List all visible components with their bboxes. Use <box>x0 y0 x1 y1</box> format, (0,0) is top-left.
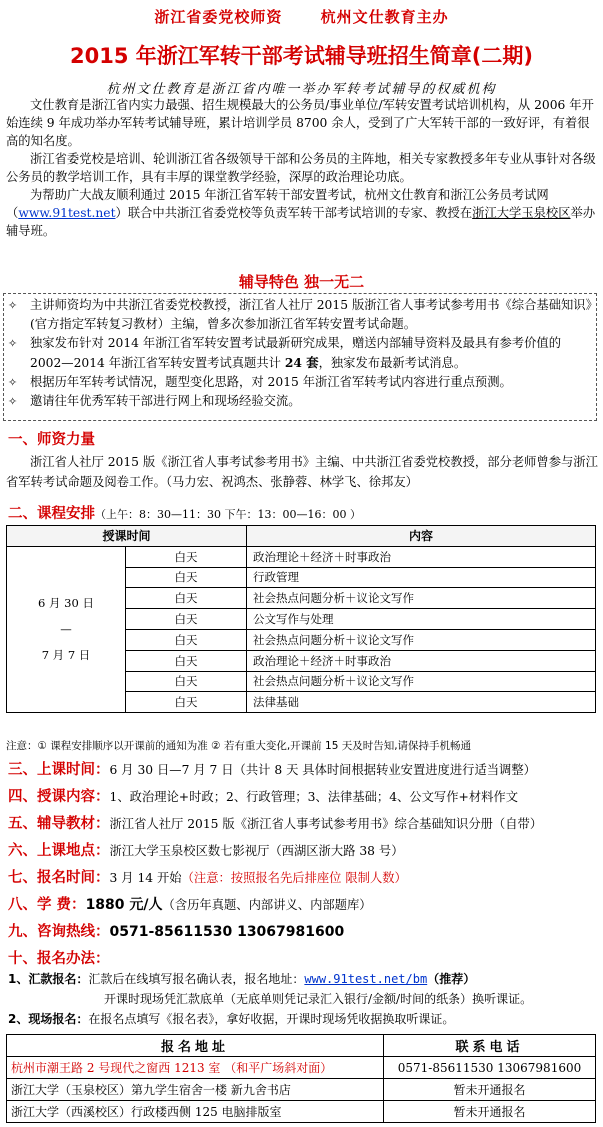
table-row <box>7 546 596 567</box>
diamond-bullet-icon: ✧ <box>8 376 18 389</box>
address-cell: 浙江大学（玉泉校区）第九学生宿舍一楼 新九舍书店 <box>7 1079 384 1101</box>
phone-cell: 暂未开通报名 <box>384 1101 596 1123</box>
feature-text-post: ，独家发布最新考试消息。 <box>318 356 467 370</box>
day-cell: 白天 <box>126 692 247 713</box>
section-8-heading: 八、学 费： <box>8 897 86 913</box>
register-link[interactable]: www.91test.net/bm <box>304 972 428 986</box>
registration-methods <box>8 969 598 1029</box>
table-row <box>7 1079 596 1101</box>
remit-text: 汇款后在线填写报名确认表，报名地址： <box>88 972 305 986</box>
phone-cell: 暂未开通报名 <box>384 1079 596 1101</box>
content-cell: 社会热点问题分析＋议论文写作 <box>247 629 596 650</box>
address-cell: 杭州市潮王路 2 号现代之窗西 1213 室 （和平广场斜对面） <box>7 1057 384 1079</box>
diamond-bullet-icon: ✧ <box>8 395 18 408</box>
section-8 <box>8 893 372 914</box>
intro-p3-text-a: 为帮助广大战友顺利通过 2015 年浙江省军转干部安置考试，杭州文仕教育和浙江公务员考试网（ <box>6 188 549 220</box>
tuition-price: 1880 元/人 <box>85 897 163 913</box>
date-to: 7 月 7 日 <box>41 648 91 663</box>
venue-underlined: 浙江大学玉泉校区 <box>472 206 571 220</box>
remit-registration <box>8 969 598 989</box>
intro-paragraph-1: 文仕教育是浙江省内实力最强、招生规模最大的公务员/事业单位/军转安置考试培训机构，从 2006 年开始连续 9 年成功举办军转考试辅导班，累计培训学员 8700 余人，受到了广大军转干部的一致好评，有着很高的知名度。 <box>6 98 594 148</box>
section-4-text: 1、政治理论+时政；2、行政管理；3、法律基础；4、公文写作+材料作文 <box>109 790 519 804</box>
col-phone-header: 联系电话 <box>384 1035 596 1057</box>
teachers-heading: 一、师资力量 <box>8 432 95 448</box>
phone-cell: 0571-85611530 13067981600 <box>384 1057 596 1079</box>
remit-heading: 1、汇款报名： <box>8 972 89 986</box>
schedule-heading <box>8 502 361 523</box>
day-cell: 白天 <box>126 567 247 588</box>
intro-p3-text-b: ）联合中共浙江省委党校等负责军转干部考试培训的专家、教授在 <box>115 206 473 220</box>
day-cell: 白天 <box>126 546 247 567</box>
content-cell: 社会热点问题分析＋议论文写作 <box>247 588 596 609</box>
content-cell: 公文写作与处理 <box>247 609 596 630</box>
schedule-table <box>6 525 596 713</box>
day-cell: 白天 <box>126 609 247 630</box>
teachers-text: 浙江省人社厅 2015 版《浙江省人事考试参考用书》主编、中共浙江省委党校教授，部分老师曾参与浙江省军转考试命题及阅卷工作。（马力宏、祝鸿杰、张静蓉、林学飞、徐邦友） <box>6 455 598 489</box>
top-banner <box>0 6 603 27</box>
features-box <box>3 293 597 421</box>
section-6-text: 浙江大学玉泉校区数七影视厅（西湖区浙大路 38 号） <box>109 844 404 858</box>
banner-left: 浙江省委党校师资 <box>154 8 283 26</box>
day-cell: 白天 <box>126 671 247 692</box>
schedule-header-row <box>7 526 596 547</box>
content-cell: 社会热点问题分析＋议论文写作 <box>247 671 596 692</box>
section-5 <box>8 812 542 833</box>
feature-item <box>8 373 592 392</box>
col-address-header: 报名地址 <box>7 1035 384 1057</box>
recommend-label: （推荐） <box>427 972 476 986</box>
intro-paragraph-3 <box>6 186 598 240</box>
feature-item <box>8 392 592 411</box>
section-7-heading: 七、报名时间： <box>8 870 110 886</box>
onsite-registration <box>8 1009 598 1029</box>
section-9 <box>8 920 344 941</box>
registration-table <box>6 1034 596 1123</box>
schedule-heading-text: 二、课程安排 <box>8 506 95 522</box>
section-5-text: 浙江省人社厅 2015 版《浙江省人事考试参考用书》综合基础知识分册（自带） <box>109 817 543 831</box>
schedule-note: 注意：① 课程安排顺序以开课前的通知为准 ② 若有重大变化,开课前 15 天及时告知,请保持手机畅通 <box>6 740 472 752</box>
section-3-heading: 三、上课时间： <box>8 762 110 778</box>
feature-text: 独家发布针对 2014 年浙江省军转安置考试最新研究成果，赠送内部辅导资料及最具有参考价值的 2002—2014 年浙江省军转安置考试真题共计 <box>30 336 561 370</box>
section-10: 十、报名办法： <box>8 951 110 967</box>
registration-header-row <box>7 1035 596 1057</box>
hotline-numbers: 0571-85611530 13067981600 <box>109 924 345 940</box>
page-title: 2015 年浙江军转干部考试辅导班招生简章(二期) <box>70 44 533 68</box>
section-7-text: 3 月 14 开始 <box>109 871 182 885</box>
feature-text: 主讲师资均为中共浙江省委党校教授，浙江省人社厅 2015 版浙江省人事考试参考用书《综合基础知识》(官方指定军转复习教材）主编，曾多次参加浙江省军转安置考试命题。 <box>30 298 592 331</box>
section-3 <box>8 758 536 779</box>
date-from: 6 月 30 日 <box>38 596 94 611</box>
table-row <box>7 1101 596 1123</box>
remit-line-2: 开课时现场凭汇款底单（无底单则凭记录汇入银行/金额/时间的纸条）换听课证。 <box>104 992 533 1006</box>
feature-bold-count: 24 套 <box>284 355 319 370</box>
section-6 <box>8 839 404 860</box>
section-4-heading: 四、授课内容： <box>8 789 110 805</box>
onsite-text: 在报名点填写《报名表》，拿好收据，开课时现场凭收据换取听课证。 <box>88 1012 455 1026</box>
features-title: 辅导特色 独一无二 <box>238 273 365 291</box>
page-subtitle: 杭州文仕教育是浙江省内唯一举办军转考试辅导的权威机构 <box>106 82 497 97</box>
section-3-text: 6 月 30 日—7 月 7 日（共计 8 天 具体时间根据转业安置进度进行适当调整） <box>109 763 536 777</box>
day-cell: 白天 <box>126 588 247 609</box>
diamond-bullet-icon: ✧ <box>8 337 18 350</box>
feature-text: 邀请往年优秀军转干部进行网上和现场经验交流。 <box>30 394 301 408</box>
banner-right: 杭州文仕教育主办 <box>320 8 449 26</box>
section-9-heading: 九、咨询热线： <box>8 924 110 940</box>
content-cell: 政治理论＋经济＋时事政治 <box>247 546 596 567</box>
day-cell: 白天 <box>126 629 247 650</box>
date-range-cell <box>7 546 126 712</box>
section-7 <box>8 866 407 887</box>
schedule-times: （上午：8：30—11：30 下午：13：00—16：00 ） <box>95 508 361 521</box>
diamond-bullet-icon: ✧ <box>8 299 18 312</box>
intro-paragraph-2: 浙江省委党校是培训、轮训浙江省各级领导干部和公务员的主阵地，相关专家教授多年专业从事针对各级公务员的教学培训工作，具有丰厚的课堂教学经验，深厚的政治理论功底。 <box>6 152 596 184</box>
table-row <box>7 1057 596 1079</box>
section-7-notice: （注意：按照报名先后排座位 限制人数） <box>181 871 407 885</box>
col-content-header: 内容 <box>247 526 596 547</box>
content-cell: 法律基础 <box>247 692 596 713</box>
onsite-heading: 2、现场报名： <box>8 1012 89 1026</box>
website-link[interactable]: www.91test.net <box>18 206 116 220</box>
feature-item <box>8 296 592 334</box>
address-cell: 浙江大学（西溪校区）行政楼西侧 125 电脑排版室 <box>7 1101 384 1123</box>
feature-text: 根据历年军转考试情况，题型变化思路，对 2015 年浙江省军转考试内容进行重点预测。 <box>30 375 512 389</box>
col-time-header: 授课时间 <box>7 526 247 547</box>
date-dash: — <box>60 622 72 637</box>
content-cell: 行政管理 <box>247 567 596 588</box>
section-6-heading: 六、上课地点： <box>8 843 110 859</box>
section-4 <box>8 785 518 806</box>
content-cell: 政治理论＋经济＋时事政治 <box>247 650 596 671</box>
feature-item <box>8 334 592 373</box>
section-5-heading: 五、辅导教材： <box>8 816 110 832</box>
day-cell: 白天 <box>126 650 247 671</box>
intro-p3-text-c: 举办辅导班。 <box>6 206 596 238</box>
section-8-text: （含历年真题、内部讲义、内部题库） <box>162 898 372 912</box>
intro-section <box>6 96 598 240</box>
